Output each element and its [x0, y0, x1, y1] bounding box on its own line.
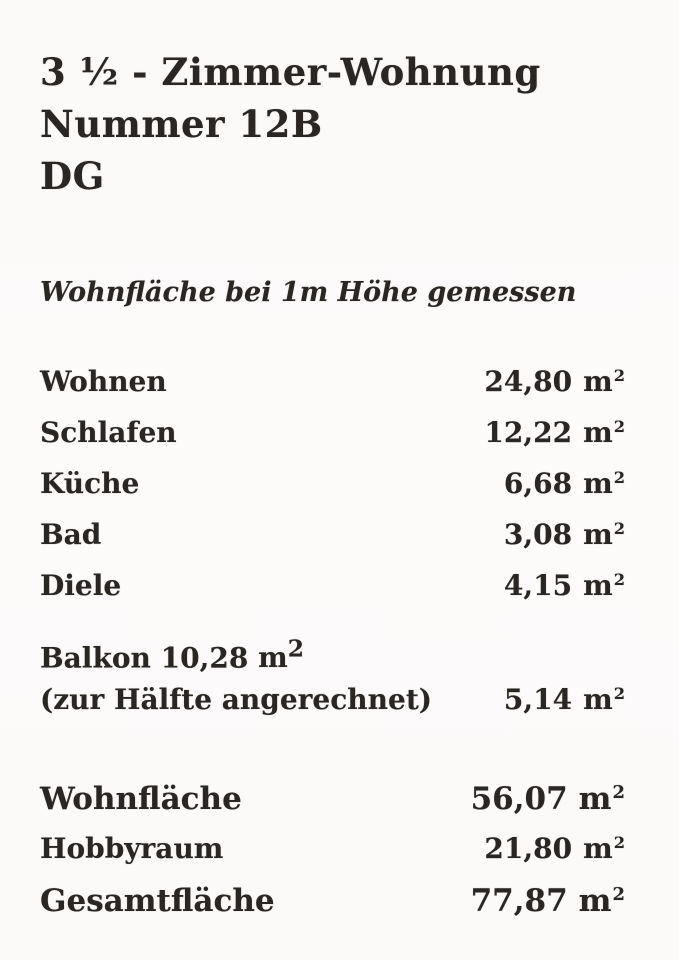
total-area-value: 56,07 $m^2$ — [470, 781, 625, 818]
apartment-type-title: 3 ½ - Zimmer-Wohnung — [40, 50, 541, 94]
total-label: Gesamtfläche — [40, 883, 275, 920]
room-label: Küche — [40, 467, 140, 500]
room-label: Diele — [40, 569, 122, 602]
room-area-value: 24,80 $m^2$ — [484, 365, 625, 398]
area-row-wohnen — [40, 365, 625, 416]
square-meter-unit: $m^2$ — [583, 518, 625, 551]
room-area-value: 4,15 $m^2$ — [503, 569, 625, 602]
apartment-floor: DG — [40, 154, 105, 198]
balkon-label-line1: Balkon 10,28 $m^2$ — [40, 635, 304, 675]
square-meter-unit: $m^2$ — [583, 569, 625, 602]
room-label: Schlafen — [40, 416, 177, 449]
room-area-table — [40, 365, 625, 721]
total-label: Hobbyraum — [40, 832, 224, 866]
total-area-value: 77,87 $m^2$ — [470, 883, 625, 920]
balkon-area-value: 5,14 $m^2$ — [503, 683, 625, 717]
square-meter-unit: $m^2$ — [578, 781, 625, 818]
square-meter-unit: $m^2$ — [578, 883, 625, 920]
square-meter-unit: $m^2$ — [583, 467, 625, 500]
apartment-number: Nummer 12B — [40, 102, 323, 146]
area-row-kueche — [40, 467, 625, 518]
square-meter-unit: $m^2$ — [583, 416, 625, 449]
total-label: Wohnfläche — [40, 781, 242, 818]
total-row-gesamtflaeche — [40, 883, 625, 934]
area-row-balkon — [40, 628, 625, 721]
balkon-label-line2: (zur Hälfte angerechnet) — [40, 683, 432, 717]
area-row-diele — [40, 569, 625, 620]
total-row-wohnflaeche — [40, 781, 625, 832]
totals-table — [40, 781, 625, 934]
square-meter-unit: $m^2$ — [258, 635, 304, 675]
room-area-value: 6,68 $m^2$ — [503, 467, 625, 500]
apartment-header — [40, 46, 625, 202]
balkon-label — [40, 628, 432, 721]
square-meter-unit: $m^2$ — [583, 365, 625, 398]
square-meter-unit: $m^2$ — [583, 683, 625, 717]
room-area-value: 3,08 $m^2$ — [503, 518, 625, 551]
room-label: Bad — [40, 518, 102, 551]
room-area-value: 12,22 $m^2$ — [484, 416, 625, 449]
total-row-hobbyraum — [40, 832, 625, 883]
total-area-value: 21,80 $m^2$ — [484, 832, 625, 866]
area-row-bad — [40, 518, 625, 569]
measurement-note: Wohnfläche bei 1m Höhe gemessen — [40, 277, 577, 308]
room-label: Wohnen — [40, 365, 167, 398]
square-meter-unit: $m^2$ — [583, 832, 625, 866]
area-row-schlafen — [40, 416, 625, 467]
